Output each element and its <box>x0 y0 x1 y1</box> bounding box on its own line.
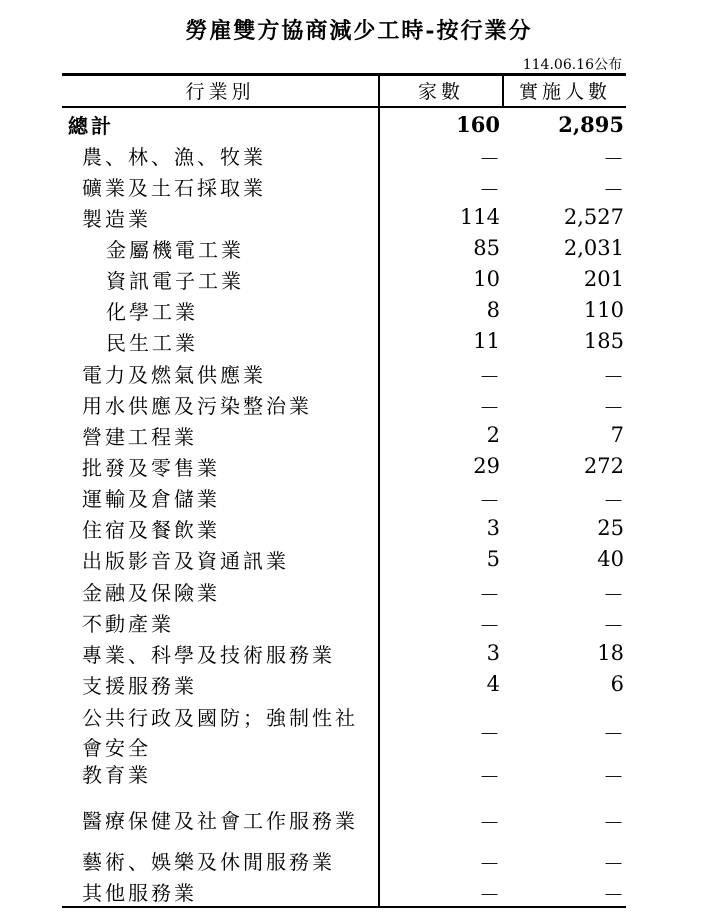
firms-value: － <box>479 614 500 638</box>
firms-value: － <box>479 147 500 171</box>
firms-value: 3 <box>486 516 500 540</box>
firms-value: － <box>479 178 500 202</box>
workers-value: 272 <box>583 454 624 478</box>
table-row <box>62 234 626 265</box>
workers-value: － <box>603 396 624 420</box>
industry-label: 化學工業 <box>106 300 198 324</box>
workers-value: － <box>603 883 624 907</box>
firms-value: － <box>479 811 500 835</box>
workers-value: 2,031 <box>563 236 624 260</box>
table-top-rule <box>62 73 626 76</box>
table-row <box>62 846 626 877</box>
industry-label: 醫療保健及社會工作服務業 <box>82 809 358 833</box>
table-row <box>62 483 626 514</box>
table-row <box>62 759 626 790</box>
industry-label: 金屬機電工業 <box>106 238 244 262</box>
industry-label: 其他服務業 <box>82 881 197 905</box>
table-row <box>62 670 626 701</box>
industry-label: 製造業 <box>82 207 151 231</box>
workers-value: － <box>603 583 624 607</box>
firms-value: － <box>479 765 500 789</box>
industry-label: 運輸及倉儲業 <box>82 487 220 511</box>
table-row <box>62 608 626 639</box>
workers-value: － <box>603 811 624 835</box>
firms-value: 10 <box>473 267 500 291</box>
firms-value: － <box>479 883 500 907</box>
table-row <box>62 545 626 576</box>
industry-label-continued: 會安全 <box>82 736 151 760</box>
industry-label: 資訊電子工業 <box>106 269 244 293</box>
industry-label: 農、林、漁、牧業 <box>82 145 266 169</box>
industry-label: 營建工程業 <box>82 425 197 449</box>
firms-value: 85 <box>473 236 500 260</box>
workers-value: － <box>603 489 624 513</box>
workers-value: － <box>603 852 624 876</box>
firms-value: 114 <box>459 205 500 229</box>
header-industry: 行業別 <box>185 81 255 103</box>
workers-value: 2,527 <box>563 205 624 229</box>
table-row <box>62 452 626 483</box>
workers-value: － <box>603 147 624 171</box>
total-row <box>62 110 626 141</box>
industry-label: 批發及零售業 <box>82 456 220 480</box>
table-row <box>62 877 626 908</box>
table-row <box>62 390 626 421</box>
table-row <box>62 577 626 608</box>
table-row <box>62 514 626 545</box>
table-row <box>62 359 626 390</box>
table-row <box>62 805 626 836</box>
firms-value: 2 <box>486 423 500 447</box>
industry-label: 住宿及餐飲業 <box>82 518 220 542</box>
header-bottom-rule <box>62 106 626 108</box>
table-row <box>62 639 626 670</box>
workers-value: － <box>603 365 624 389</box>
table-row <box>62 265 626 296</box>
table-row <box>62 141 626 172</box>
firms-value: 5 <box>486 547 500 571</box>
industry-label: 支援服務業 <box>82 674 197 698</box>
workers-value: 2,895 <box>558 112 624 137</box>
table-row <box>62 421 626 452</box>
firms-value: 3 <box>486 641 500 665</box>
industry-label: 不動產業 <box>82 612 174 636</box>
industry-label: 民生工業 <box>106 331 198 355</box>
workers-value: 7 <box>610 423 624 447</box>
firms-value: － <box>479 365 500 389</box>
firms-value: 11 <box>473 329 500 353</box>
industry-label: 出版影音及資通訊業 <box>82 549 289 573</box>
industry-label: 專業、科學及技術服務業 <box>82 643 335 667</box>
workers-value: － <box>603 722 624 746</box>
firms-value: 160 <box>456 112 500 137</box>
firms-value: 29 <box>473 454 500 478</box>
header-firms: 家數 <box>417 81 464 103</box>
workers-value: 25 <box>597 516 624 540</box>
industry-label: 公共行政及國防；強制性社 <box>82 706 358 730</box>
industry-label: 金融及保險業 <box>82 581 220 605</box>
table-row <box>62 296 626 327</box>
page-title: 勞雇雙方協商減少工時-按行業分 <box>185 18 533 44</box>
firms-value: － <box>479 852 500 876</box>
workers-value: － <box>603 178 624 202</box>
industry-label: 教育業 <box>82 763 151 787</box>
workers-value: － <box>603 765 624 789</box>
table-row <box>62 203 626 234</box>
workers-value: 201 <box>583 267 624 291</box>
firms-value: － <box>479 396 500 420</box>
workers-value: 185 <box>583 329 624 353</box>
industry-label: 總計 <box>68 114 114 138</box>
workers-value: 110 <box>583 298 624 322</box>
firms-value: － <box>479 583 500 607</box>
workers-value: 40 <box>597 547 624 571</box>
workers-value: 18 <box>597 641 624 665</box>
industry-label: 用水供應及污染整治業 <box>82 394 312 418</box>
table-row <box>62 172 626 203</box>
table-row <box>62 327 626 358</box>
industry-label: 電力及燃氣供應業 <box>82 363 266 387</box>
workers-value: － <box>603 614 624 638</box>
firms-value: 8 <box>486 298 500 322</box>
industry-label: 礦業及土石採取業 <box>82 176 266 200</box>
header-workers: 實施人數 <box>518 81 611 103</box>
workers-value: 6 <box>610 672 624 696</box>
firms-value: － <box>479 722 500 746</box>
publish-date: 114.06.16公布 <box>522 57 622 73</box>
table-row <box>62 706 626 760</box>
firms-value: － <box>479 489 500 513</box>
industry-label: 藝術、娛樂及休閒服務業 <box>82 850 335 874</box>
firms-value: 4 <box>486 672 500 696</box>
